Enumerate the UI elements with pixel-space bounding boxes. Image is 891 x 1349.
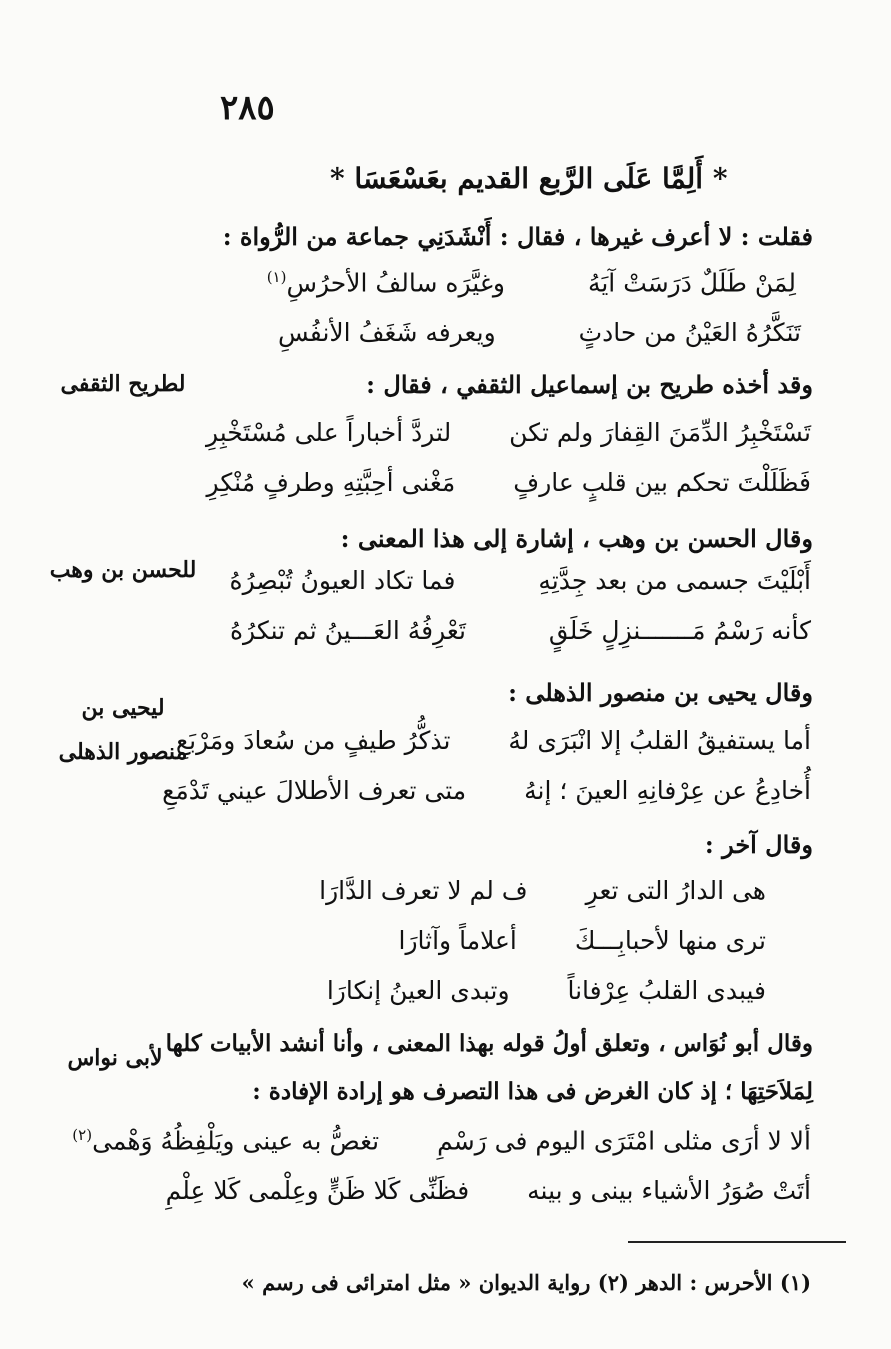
verse-hemistich-2: فما تكاد العيونُ تُبْصِرُهُ [229, 566, 456, 595]
verse-hemistich-1: أتَتْ صُوَرُ الأشياء بينى و بينه [527, 1176, 811, 1205]
verse-hemistich-1: تَنَكَّرُهُ العَيْنُ من حادثٍ [578, 318, 801, 347]
verse-hemistich-1: هى الدارُ التى تعرِ [585, 876, 766, 905]
verse-line [319, 876, 766, 905]
verse-line [267, 268, 796, 297]
verse-line [399, 926, 766, 955]
prose-line: لِمَلاَحَتِهَا ؛ إذ كان الغرض فى هذا التصرف هو إرادة الإفادة : [252, 1078, 813, 1105]
verse-hemistich-1: كأنه رَسْمُ مَـــــــنزِلٍ خَلَقٍ [548, 616, 811, 645]
verse-line [230, 616, 811, 645]
verse-hemistich-1: فيبدى القلبُ عِرْفاناً [567, 976, 766, 1005]
verse-hemistich-2: ويعرفه شَغَفُ الأنفُسِ [277, 318, 496, 347]
footnote-divider [628, 1241, 846, 1243]
verse-hemistich-2: تذكُّرُ طيفٍ من سُعادَ ومَرْبَعِ [175, 726, 451, 755]
footnote-marker: (٢) [72, 1126, 93, 1144]
verse-hemistich-2: وتبدى العينُ إنكارَا [326, 976, 510, 1005]
verse-hemistich-2: لتردَّ أخباراً على مُسْتَخْبِرِ [205, 418, 452, 447]
verse-hemistich-2: وغيَّرَه سالفُ الأحرُسِ [286, 268, 505, 298]
verse-hemistich-1: ألا لا أرَى مثلى امْتَرَى اليوم فى رَسْمِ [437, 1126, 811, 1156]
verse-line [166, 1176, 811, 1205]
verse-hemistich-1: لِمَنْ طَلَلٌ دَرَسَتْ آيَهُ [587, 268, 796, 298]
prose-line: فقلت : لا أعرف غيرها ، فقال : أَنْشَدَنِي جماعة من الرُّواة : [222, 222, 813, 251]
verse-heading: * أَلِمَّا عَلَى الرَّبع القديم بعَسْعَسَا * [330, 162, 728, 195]
footnote-marker: (١) [266, 268, 287, 286]
verse-hemistich-1: أُخادِعُ عن عِرْفانِهِ العينَ ؛ إنهُ [524, 776, 811, 805]
verse-hemistich-2: مَغْنى أحِبَّتِهِ وطرفٍ مُنْكِرِ [206, 468, 456, 497]
verse-line [278, 318, 801, 347]
verse-hemistich-2: فظَنِّى كَلا ظَنٍّ وعِلْمى كَلا عِلْمِ [165, 1176, 470, 1205]
page-number: ٢٨٥ [220, 88, 275, 128]
verse-hemistich-1: أَبْلَيْتَ جسمى من بعد جِدَّتِهِ [538, 566, 811, 595]
prose-line: وقال الحسن بن وهب ، إشارة إلى هذا المعنى : [340, 524, 813, 553]
verse-hemistich-1: ترى منها لأحبابِـــكَ [574, 926, 766, 955]
prose-line: وقال أبو نُوَاس ، وتعلق أولُ قوله بهذا المعنى ، وأنا أنشد الأبيات كلها [165, 1030, 813, 1057]
margin-note: للحسن بن وهب [49, 557, 197, 583]
verse-hemistich-2: تغصُّ به عينى ويَلْفِظُهُ وَهْمى [92, 1126, 380, 1156]
footnote: (١) الأحرس : الدهر (٢) رواية الديوان « مثل امترائى فى رسم » [241, 1270, 811, 1295]
verse-hemistich-1: فَظَلَلْتَ تحكم بين قلبٍ عارفٍ [513, 468, 811, 497]
verse-hemistich-2: متى تعرف الأطلالَ عيني تَدْمَعِ [162, 776, 467, 805]
verse-line [162, 776, 811, 805]
prose-line: وقال يحيى بن منصور الذهلى : [508, 678, 813, 707]
margin-note: لطريح الثقفى [60, 371, 186, 397]
verse-hemistich-1: تَسْتَخْبِرُ الدِّمَنَ القِفارَ ولم تكن [509, 418, 811, 447]
verse-line [207, 468, 811, 497]
margin-note: ليحيى بن منصور الذهلى [58, 695, 188, 765]
prose-line: وقد أخذه طريح بن إسماعيل الثقفي ، فقال : [366, 370, 813, 399]
verse-hemistich-1: أما يستفيقُ القلبُ إلا انْبَرَى لهُ [508, 726, 811, 755]
verse-hemistich-2: ف لم لا تعرف الدَّارَا [319, 876, 528, 905]
verse-hemistich-2: أعلاماً وآثارَا [398, 926, 517, 955]
verse-line [230, 566, 811, 595]
verse-line [176, 726, 811, 755]
verse-line [72, 1126, 811, 1155]
prose-line: وقال آخر : [704, 830, 813, 859]
verse-line [206, 418, 811, 447]
margin-note: لأبى نواس [67, 1045, 163, 1071]
verse-line [327, 976, 766, 1005]
verse-hemistich-2: تَعْرِفُهُ العَـــينُ ثم تنكرُهُ [229, 616, 466, 645]
